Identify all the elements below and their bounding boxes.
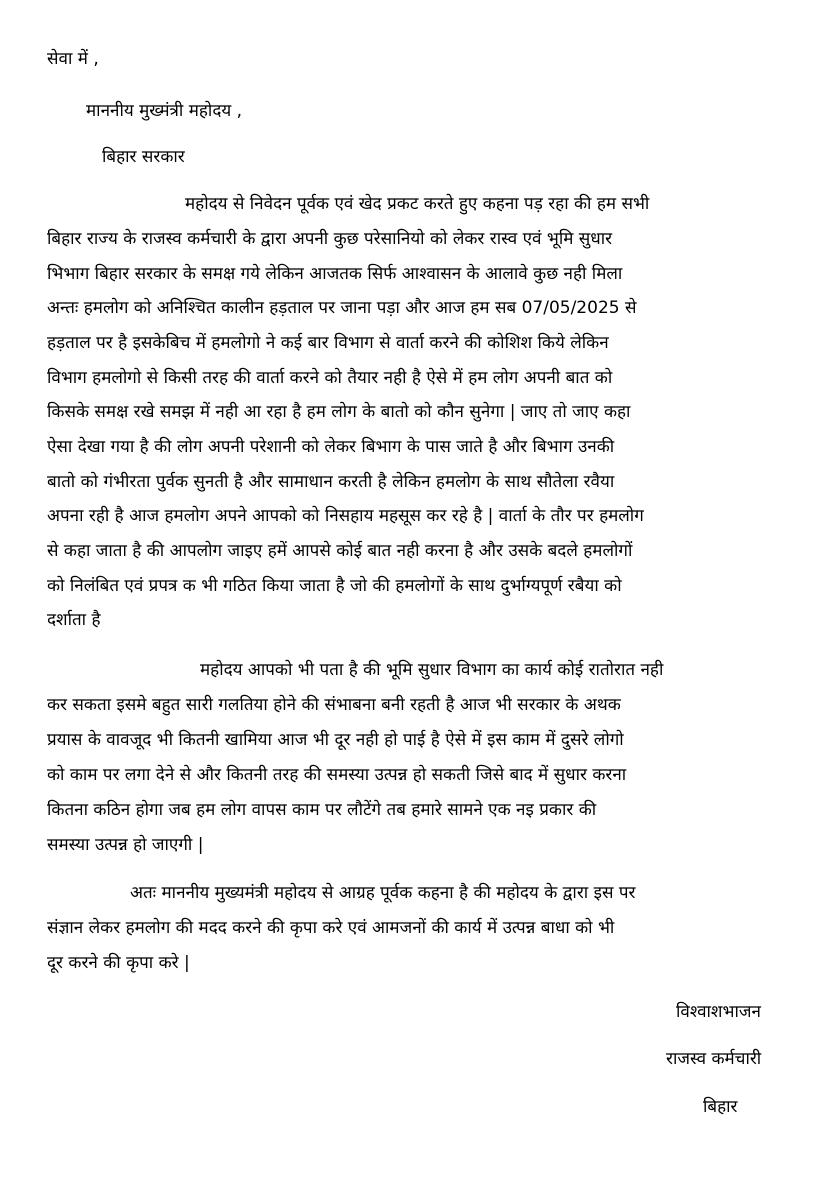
place-line: बिहार: [703, 1097, 738, 1117]
paragraph-line: दर्शाता है: [47, 610, 101, 630]
paragraph-line: कर सकता इसमे बहुत सारी गलतिया होने की संभाबना बनी रहती है आज भी सरकार के अथक: [47, 695, 621, 715]
paragraph-line: अतः माननीय मुख्यमंत्री महोदय से आग्रह पूर्वक कहना है की महोदय के द्वारा इस पर: [130, 883, 636, 903]
closing-line: विश्वाशभाजन: [676, 1002, 761, 1022]
paragraph-line: हड़ताल पर है इसकेबिच में हमलोगो ने कई बार विभाग से वार्ता करने की कोशिश किये लेकिन: [47, 333, 609, 353]
paragraph-line: ऐसा देखा गया है की लोग अपनी परेशानी को लेकर बिभाग के पास जाते है और बिभाग उनकी: [47, 437, 615, 457]
paragraph-line: भिभाग बिहार सरकार के समक्ष गये लेकिन आजतक सिर्फ आश्वासन के आलावे कुछ नही मिला: [47, 264, 623, 284]
paragraph-line: अपना रही है आज हमलोग अपने आपको को निसहाय महसूस कर रहे है | वार्ता के तौर पर हमलोग: [47, 506, 644, 526]
paragraph-line: से कहा जाता है की आपलोग जाइए हमें आपसे कोई बात नही करना है और उसके बदले हमलोगों: [47, 541, 633, 561]
paragraph-line: बिहार राज्य के राजस्व कर्मचारी के द्वारा अपनी कुछ परेसानियो को लेकर रास्व एवं भूमि सुधार: [47, 229, 613, 249]
paragraph-line: बातो को गंभीरता पुर्वक सुनती है और सामाधान करती है लेकिन हमलोग के साथ सौतेला रवैया: [47, 472, 615, 492]
paragraph-line: कितना कठिन होगा जब हम लोग वापस काम पर लौटेंगे तब हमारे सामने एक नइ प्रकार की: [47, 800, 597, 820]
paragraph-line: महोदय से निवेदन पूर्वक एवं खेद प्रकट करते हुए कहना पड़ रहा की हम सभी: [185, 194, 650, 214]
paragraph-line: को निलंबित एवं प्रपत्र क भी गठित किया जाता है जो की हमलोगों के साथ दुर्भाग्यपूर्ण रबैया को: [47, 576, 622, 596]
addressee: माननीय मुख्मंत्री महोदय ,: [86, 101, 243, 121]
government-line: बिहार सरकार: [102, 147, 185, 167]
paragraph-line: प्रयास के वावजूद भी कितनी खामिया आज भी दूर नही हो पाई है ऐसे में इस काम में दुसरे लोगो: [47, 730, 624, 750]
paragraph-line: अन्तः हमलोग को अनिश्चित कालीन हड़ताल पर जाना पड़ा और आज हम सब 07/05/2025 से: [47, 298, 637, 318]
paragraph-line: संज्ञान लेकर हमलोग की मदद करने की कृपा करे एवं आमजनों की कार्य में उत्पन्न बाधा को भी: [47, 918, 615, 938]
paragraph-line: विभाग हमलोगो से किसी तरह की वार्ता करने को तैयार नही है ऐसे में हम लोग अपनी बात को: [47, 368, 613, 388]
paragraph-line: को काम पर लगा देने से और कितनी तरह की समस्या उत्पन्न हो सकती जिसे बाद में सुधार करना: [47, 765, 627, 785]
paragraph-line: किसके समक्ष रखे समझ में नही आ रहा है हम लोग के बातो को कौन सुनेगा | जाए तो जाए कहा: [47, 402, 631, 422]
paragraph-line: समस्या उत्पन्न हो जाएगी |: [47, 835, 204, 855]
sender-line: राजस्व कर्मचारी: [666, 1049, 762, 1069]
paragraph-line: महोदय आपको भी पता है की भूमि सुधार विभाग का कार्य कोई रातोरात नही: [200, 660, 664, 680]
salutation: सेवा में ,: [47, 49, 99, 69]
paragraph-line: दूर करने की कृपा करे |: [47, 953, 190, 973]
